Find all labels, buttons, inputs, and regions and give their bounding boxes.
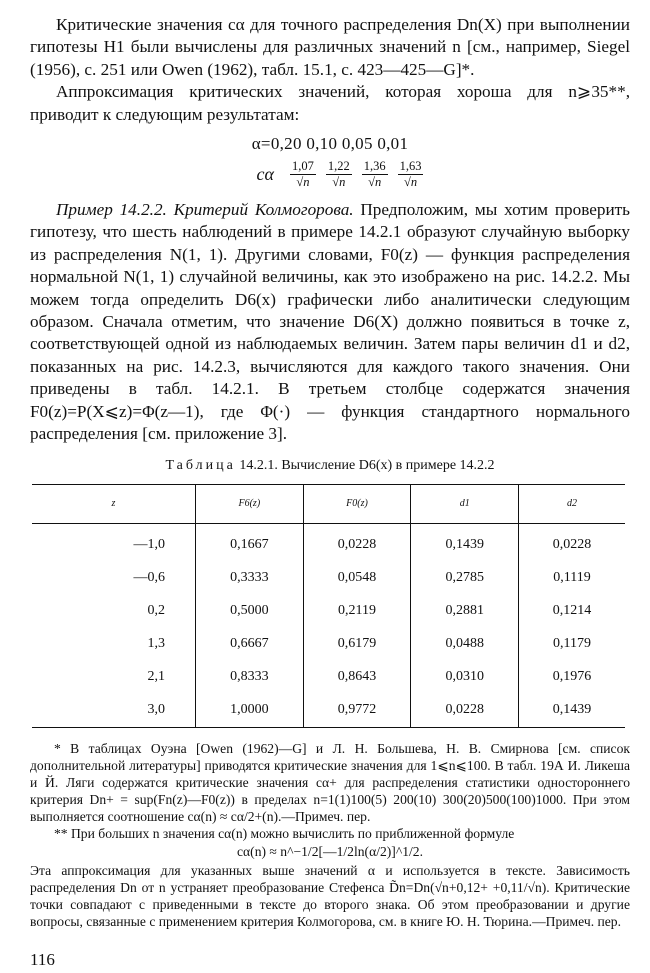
example-title: Пример 14.2.2. Критерий Колмогорова.	[56, 200, 354, 220]
paragraph-example-kolmogorov	[30, 199, 630, 445]
page	[30, 14, 630, 970]
footnote-3: Эта аппроксимация для указанных выше значений α и используется в тексте. Зависимость распределения Dn от n устраняет преобразование Стефенса D̃n=Dn(√n+0,12+ +0,11/√n). Критические точки совпадают с приведенными в тексте до второго знака. Об этом преобразовании и другие вопросы, связанные с применением критерия Колмогорова, см. в книге Ю. Н. Тюрина.—Примеч. пер.	[30, 862, 630, 929]
critical-values-formula	[30, 160, 630, 189]
alpha-values-formula: α=0,20 0,10 0,05 0,01	[251, 134, 409, 154]
table-caption: Таблица 14.2.1. Вычисление D6(x) в примере 14.2.2	[165, 457, 495, 473]
fraction-1: $\frac{1,07}{√n}$	[291, 159, 314, 190]
table-row: 3,0 1,0000 0,9772 0,0228 0,1439	[32, 694, 625, 728]
table-row: —0,6 0,3333 0,0548 0,2785 0,1119	[32, 562, 625, 595]
header-d1: d1	[411, 484, 519, 523]
c-alpha-symbol: cα	[256, 164, 274, 185]
paragraph-approximation: Аппроксимация критических значений, которая хороша для n⩾35**, приводит к следующим результатам:	[30, 82, 630, 124]
header-f0: F0(z)	[303, 484, 411, 523]
table-row: 2,1 0,8333 0,8643 0,0310 0,1976	[32, 661, 625, 694]
table-row: 0,2 0,5000 0,2119 0,2881 0,1214	[32, 595, 625, 628]
header-z: z	[32, 484, 195, 523]
footnote-2: ** При больших n значения cα(n) можно вычислить по приближенной формуле	[54, 825, 515, 841]
fraction-3: $\frac{1,36}{√n}$	[363, 159, 386, 190]
header-d2: d2	[519, 484, 625, 523]
results-table	[32, 484, 625, 728]
example-body: Предположим, мы хотим проверить гипотезу, что шесть наблюдений в примере 14.2.1 образуют случайную выборку из распределения N(1, 1). Другими словами, F0(z) — функция распределения нормальной N(1, 1) случайной величины, как это изображено на рис. 14.2.2. Мы можем тогда определить D6(x) графически либо аналитически следующим образом. Сначала отметим, что значение D6(X) должно появиться в точке z, соответствующей одной из наблюдаемых величин. Затем пары величин d1 и d2, показанных на рис. 14.2.3, вычисляются для каждого такого значения. Они приведены в табл. 14.2.1. В третьем столбце содержатся значения F0(z)=P(X⩽z)=Φ(z—1), где Φ(·) — функция стандартного нормального распределения [см. приложение 3].	[30, 200, 630, 444]
fraction-2: $\frac{1,22}{√n}$	[327, 159, 350, 190]
footnote-1: * В таблицах Оуэна [Owen (1962)—G] и Л. Н. Большева, Н. В. Смирнова [см. список дополнительной литературы] приводятся критические значения для 1⩽n⩽100. В табл. 19А И. Ликеша и Й. Ляги содержатся критические значения cα+ для распределения статистики одностороннего критерия Dn+ = sup(Fn(z)—F0(z)) в пределах n=1(1)100(5) 200(10) 300(20)500(100)1000. При этом выполняется соотношение cα(n) ≈ cα/2+(n).—Примеч. пер.	[30, 740, 630, 824]
footnote-2-formula: cα(n) ≈ n^−1/2[—1/2ln(α/2)]^1/2.	[237, 843, 423, 859]
fraction-4: $\frac{1,63}{√n}$	[399, 159, 422, 190]
table-row: 1,3 0,6667 0,6179 0,0488 0,1179	[32, 628, 625, 661]
page-number: 116	[30, 949, 55, 969]
table-header-row	[32, 484, 625, 523]
paragraph-critical-values: Критические значения cα для точного распределения Dn(X) при выполнении гипотезы H1 были вычислены для различных значений n [см., например, Siegel (1956), с. 251 или Owen (1962), табл. 15.1, с. 423—425—G]*.	[30, 15, 630, 79]
table-row: —1,0 0,1667 0,0228 0,1439 0,0228	[32, 523, 625, 562]
header-f6: F6(z)	[195, 484, 303, 523]
